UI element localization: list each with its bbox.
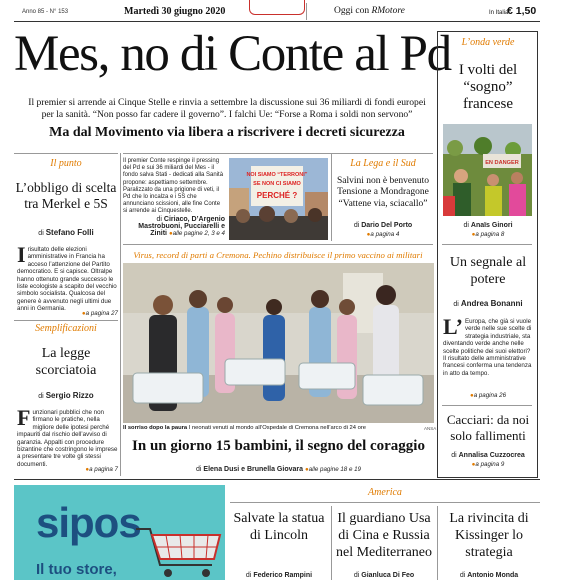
center-vrule (331, 153, 332, 241)
america-kicker: America (368, 487, 402, 498)
segnale-text: Europa, che già si vuole verde nelle sue scelte di strategia industriale, sta diventando verde anche nelle scelte politiche dei suoi elettori? Il risultato delle amministrative francesi conferma una tendenza in atto da tempo. (443, 318, 532, 377)
byline-prefix: di (245, 572, 252, 579)
headline-subtitle[interactable]: Ma dal Movimento via libera a riscrivere i decreti sicurezza (49, 125, 405, 140)
byline-prefix: di (451, 452, 457, 459)
virus-pagelink[interactable]: ●alle pagine 18 e 19 (304, 466, 361, 473)
pagelink-text: alle pagine 2, 3 e 4 (172, 230, 225, 237)
america-item-3-title[interactable]: La rivincita di Kissinger lo strategia (449, 511, 529, 560)
ad-tagline: Il tuo store, (36, 561, 117, 578)
price-label: In Italia (489, 10, 509, 16)
virus-byline (123, 466, 434, 473)
pagelink-text: a pagina 4 (370, 231, 400, 238)
america-item-1-byline (230, 572, 328, 579)
protest-sign-line3: PERCHÉ ? (256, 191, 298, 200)
semplificazioni-text: unzionari pubblici che non firmano le pratiche, nella migliore delle ipotesi perché impauriti dal rischio dell’avviso di garanzia. Appalti con procedure bizantine che costringono le imprese a presentare tre volte gli stessi documenti. (17, 409, 118, 468)
center-brief-byline (123, 216, 225, 237)
america-item-2-title[interactable]: Il guardiano Usa di Cina e Russia nel Mediterraneo (335, 511, 432, 560)
semplificazioni-author[interactable]: Sergio Rizzo (45, 391, 94, 400)
lega-sud-pagelink[interactable]: ●a pagina 4 (366, 231, 400, 238)
masthead-divider (306, 3, 307, 20)
photo-caption (123, 425, 423, 431)
america-item-1-title[interactable]: Salvate la statua di Lincoln (233, 511, 325, 543)
byline-prefix: di (353, 572, 360, 579)
photo-credit: ANSA (424, 426, 437, 431)
center-brief-body: Il premier Conte respinge il pressing del Pd e sui 36 miliardi del Mes - il fondo salva Stati - dedicati alla Sanità propone: aspettiamo settembre. Paralizzato da una prigione di veti, il Pd che lo incalza e i 5S che annunciano scissioni, alle fine Conte si arrende ai Cinquestelle. (123, 158, 224, 215)
caption-bold: Il sorriso dopo la paura (123, 425, 188, 431)
punto-pagelink[interactable]: ●a pagina 27 (81, 310, 118, 317)
byline-prefix: di (196, 466, 202, 473)
masthead-rule (14, 21, 540, 22)
semplificazioni-body (17, 405, 118, 468)
right-col-divider-2 (442, 405, 532, 406)
punto-title[interactable]: L’obbligo di scelta tra Merkel e 5S (15, 180, 117, 211)
america-item-3-byline (440, 572, 538, 579)
ad-brand: sipos (36, 499, 141, 546)
center-top-rule (123, 153, 433, 154)
headline-summary: Il premier si arrende ai Cinque Stelle e rinvia a settembre la discussione sui 36 miliardi di fondi europei per la sanità. “Non posso far cadere il governo”. I falchi Ue: “Forse a Roma i soldi non servono” (28, 97, 426, 120)
semplificazioni-pagelink[interactable]: ●a pagina 7 (85, 466, 118, 473)
shopping-cart-icon (132, 525, 224, 580)
america-item-2-byline (333, 572, 435, 579)
virus-kicker: Virus, record di parti a Cremona. Pechino distribuisce il primo vaccino ai militari (133, 250, 423, 260)
segnale-author[interactable]: Andrea Bonanni (460, 299, 523, 308)
america-item-2-author[interactable]: Gianluca Di Feo (361, 572, 415, 579)
lega-sud-kicker: La Lega e il Sud (350, 158, 416, 169)
onda-verde-photo (443, 124, 532, 216)
supplement-note (334, 6, 405, 16)
virus-top-rule (123, 244, 433, 245)
onda-verde-kicker: L’onda verde (461, 37, 515, 48)
america-rule (230, 502, 540, 503)
onda-verde-author[interactable]: Anaïs Ginori (470, 222, 513, 229)
masthead-strip (0, 0, 566, 22)
price: € 1,50 (507, 5, 537, 17)
protest-photo (229, 158, 328, 240)
byline-prefix: di (459, 572, 466, 579)
america-vrule-2 (437, 506, 438, 580)
main-headline[interactable]: Mes, no di Conte al Pd (14, 26, 451, 82)
punto-body (17, 242, 118, 313)
segnale-pagelink[interactable]: ●a pagina 26 (469, 392, 507, 399)
pagelink-text: a pagina 9 (475, 461, 505, 468)
left-col-top-rule (14, 153, 118, 154)
pagelink-text: alle pagine 18 e 19 (308, 466, 361, 473)
supplement-name: RMotore (371, 6, 405, 16)
byline-prefix: di (156, 216, 162, 223)
byline-prefix: di (353, 222, 360, 229)
segnale-byline (440, 299, 536, 308)
onda-verde-title[interactable]: I volti del “sogno” francese (458, 62, 518, 112)
byline-prefix: di (38, 393, 44, 400)
onda-verde-pagelink[interactable]: ●a pagina 8 (471, 231, 505, 238)
america-vrule-1 (331, 506, 332, 580)
pagelink-text: a pagina 27 (85, 310, 118, 317)
cacciari-author[interactable]: Annalisa Cuzzocrea (458, 452, 525, 459)
bottom-rule (14, 479, 540, 480)
cacciari-title[interactable]: Cacciari: da noi solo fallimenti (446, 412, 530, 443)
byline-prefix: di (463, 222, 469, 229)
center-brief-authors[interactable]: Ciriaco, D’Argenio Mastrobuoni, Pucciarelli e Ziniti (138, 216, 225, 237)
edition-number: Anno 85 - N° 153 (22, 9, 69, 15)
segnale-dropcap: L’ (443, 314, 463, 339)
segnale-body (443, 314, 533, 377)
pagelink-text: a pagina 26 (473, 392, 507, 399)
lega-sud-byline (333, 222, 433, 229)
lega-sud-author[interactable]: Dario Del Porto (361, 222, 413, 229)
punto-author[interactable]: Stefano Folli (45, 228, 94, 237)
masthead-logo-box (249, 0, 305, 15)
pagelink-text: a pagina 7 (89, 466, 118, 473)
punto-dropcap: I (17, 242, 26, 267)
onda-verde-photo-sign: EN DANGER (485, 160, 519, 166)
byline-prefix: di (453, 301, 459, 308)
punto-kicker: Il punto (50, 158, 82, 169)
left-col-divider (14, 320, 118, 321)
byline-prefix: di (38, 230, 44, 237)
semplificazioni-dropcap: F (17, 405, 31, 430)
punto-byline (14, 228, 118, 237)
protest-sign-line1: NOI SIAMO “TERRONI” (246, 172, 308, 178)
segnale-title[interactable]: Un segnale al potere (449, 255, 527, 287)
punto-text: risultato delle elezioni amministrative in Francia ha acceso l’attenzione del Partito democratico. E si capisce. Oltralpe hanno ottenuto grande successo le liste ecologiste a scapito del vecchio simbolo socialista. Qualcosa del genere è avvenuto negli ultimi due anni in Germania. (17, 246, 117, 313)
semplificazioni-kicker: Semplificazioni (35, 323, 97, 334)
virus-title[interactable]: In un giorno 15 bambini, il segno del coraggio (132, 438, 425, 454)
cacciari-byline (440, 452, 536, 459)
left-col-vrule (120, 153, 121, 476)
center-brief-pagelink[interactable]: ●alle pagine 2, 3 e 4 (168, 230, 225, 237)
supplement-label: Oggi con (334, 6, 370, 16)
virus-authors[interactable]: Elena Dusi e Brunella Giovara (203, 466, 303, 473)
right-col-divider-1 (442, 244, 532, 245)
issue-date: Martedì 30 giugno 2020 (124, 6, 226, 17)
protest-sign-line2: SE NON CI SIAMO (253, 181, 301, 187)
america-item-1-author[interactable]: Federico Rampini (253, 572, 313, 579)
hospital-photo (123, 263, 434, 423)
semplificazioni-title[interactable]: La legge scorciatoia (35, 346, 97, 378)
pagelink-text: a pagina 8 (475, 231, 505, 238)
america-item-3-author[interactable]: Antonio Monda (467, 572, 519, 579)
semplificazioni-byline (14, 391, 118, 400)
cacciari-pagelink[interactable]: ●a pagina 9 (471, 461, 505, 468)
caption-text: I neonati venuti al mondo all’Ospedale di Cremona nell’arco di 24 ore (188, 425, 366, 431)
onda-verde-byline (440, 222, 536, 229)
sipos-ad[interactable] (14, 485, 225, 580)
lega-sud-title[interactable]: Salvini non è benvenuto Tensione a Mondragone “Vattene via, sciacallo” (336, 176, 430, 209)
